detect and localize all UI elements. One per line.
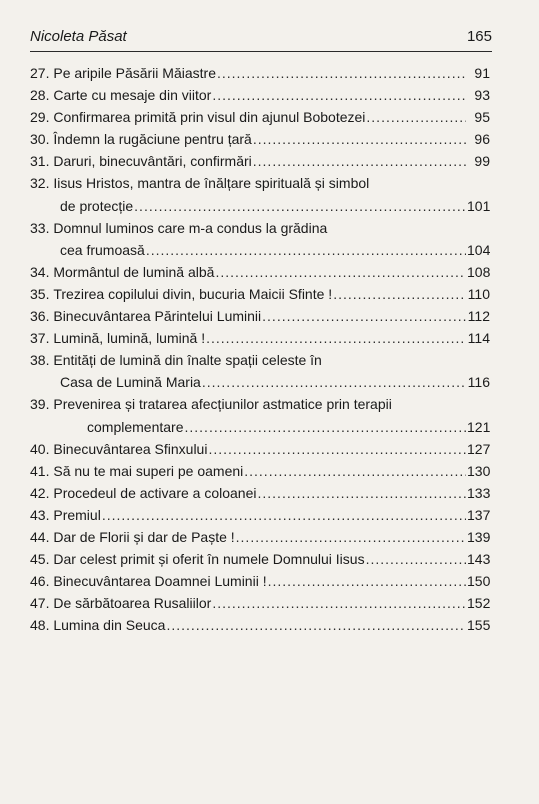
toc-entry-page: 104 bbox=[467, 241, 491, 258]
toc-entry bbox=[30, 504, 490, 526]
toc-entry-number: 47. bbox=[30, 595, 50, 612]
toc-entry-title-continued: complementare bbox=[87, 418, 184, 435]
toc-entry-title: Premiul bbox=[53, 506, 101, 523]
leader-dots bbox=[212, 84, 466, 106]
toc-entry-number: 44. bbox=[30, 528, 50, 545]
toc-entry-title: Mormântul de lumină albă bbox=[53, 263, 215, 280]
toc-entry-page: 93 bbox=[474, 87, 490, 104]
leader-dots bbox=[215, 261, 466, 283]
toc-entry bbox=[30, 460, 490, 482]
toc-entry-page: 143 bbox=[467, 551, 491, 568]
leader-dots bbox=[134, 195, 466, 217]
toc-entry-title: Pe aripile Păsării Măiastre bbox=[53, 65, 216, 81]
page-number: 165 bbox=[466, 28, 492, 45]
toc-entry-page: 121 bbox=[467, 418, 491, 435]
leader-dots bbox=[333, 283, 466, 305]
toc-entry-page: 130 bbox=[467, 462, 491, 479]
toc-entry bbox=[30, 526, 490, 548]
toc-entry bbox=[30, 570, 490, 592]
toc-entry-number: 29. bbox=[30, 109, 50, 126]
toc-entry-line bbox=[30, 305, 490, 327]
toc-entry-title: Trezirea copilului divin, bucuria Maicii Sfinte ! bbox=[53, 285, 333, 302]
toc-entry-page: 139 bbox=[467, 528, 491, 545]
toc-entry-line bbox=[30, 217, 490, 239]
toc-entry-page: 127 bbox=[467, 440, 491, 457]
toc-entry-title-continued: de protecție bbox=[60, 197, 134, 214]
toc-entry-title: Daruri, binecuvântări, confirmări bbox=[53, 153, 252, 170]
toc-entry-line bbox=[30, 393, 490, 415]
page-header bbox=[30, 22, 492, 52]
toc-entry-line bbox=[30, 460, 490, 482]
toc-entry-line bbox=[30, 416, 490, 438]
table-of-contents bbox=[30, 62, 490, 636]
toc-entry-page: 133 bbox=[467, 484, 491, 501]
toc-entry-title: Procedeul de activare a coloanei bbox=[53, 484, 257, 501]
leader-dots bbox=[185, 416, 467, 438]
toc-entry bbox=[30, 62, 490, 84]
toc-entry-number: 34. bbox=[30, 263, 50, 280]
toc-entry-number: 42. bbox=[30, 484, 50, 501]
toc-entry-page: 112 bbox=[467, 308, 490, 325]
toc-entry-number: 35. bbox=[30, 285, 50, 302]
toc-entry-title: Lumina din Seuca bbox=[53, 617, 166, 634]
leader-dots bbox=[102, 504, 466, 526]
toc-entry-line bbox=[30, 150, 490, 172]
leader-dots bbox=[366, 548, 466, 570]
toc-entry-number: 33. bbox=[30, 219, 50, 236]
leader-dots bbox=[253, 150, 466, 172]
toc-entry-line bbox=[30, 283, 490, 305]
leader-dots bbox=[146, 239, 466, 261]
toc-entry-line bbox=[30, 239, 490, 261]
leader-dots bbox=[212, 592, 466, 614]
toc-entry-title: Prevenirea și tratarea afecțiunilor astmatice prin terapii bbox=[53, 396, 392, 413]
toc-entry-line bbox=[30, 106, 490, 128]
toc-entry-number: 46. bbox=[30, 573, 50, 590]
leader-dots bbox=[166, 614, 466, 636]
leader-dots bbox=[253, 128, 466, 150]
toc-entry bbox=[30, 327, 490, 349]
leader-dots bbox=[202, 371, 466, 393]
toc-entry bbox=[30, 482, 490, 504]
toc-entry-number: 39. bbox=[30, 396, 50, 413]
toc-entry-title: Dar celest primit și oferit în numele Domnului Iisus bbox=[53, 551, 365, 568]
toc-entry-line bbox=[30, 172, 490, 194]
toc-entry-page: 101 bbox=[467, 197, 491, 214]
toc-entry-number: 40. bbox=[30, 440, 50, 457]
toc-entry-line bbox=[30, 349, 490, 371]
toc-entry-line bbox=[30, 504, 490, 526]
header-rule bbox=[30, 51, 492, 52]
toc-entry-title: Binecuvântarea Sfinxului bbox=[53, 440, 208, 457]
toc-entry-line bbox=[30, 482, 490, 504]
toc-entry-title: Entități de lumină din înalte spații celeste în bbox=[53, 352, 322, 369]
toc-entry-line bbox=[30, 327, 490, 349]
leader-dots bbox=[236, 526, 466, 548]
toc-entry-number: 43. bbox=[30, 506, 50, 523]
toc-entry-page: 155 bbox=[467, 617, 491, 634]
toc-entry-line bbox=[30, 195, 490, 217]
toc-entry-page: 150 bbox=[467, 573, 491, 590]
toc-entry-title-continued: cea frumoasă bbox=[60, 241, 145, 258]
toc-entry-page: 110 bbox=[467, 285, 490, 302]
toc-entry-page: 95 bbox=[474, 109, 490, 126]
toc-entry bbox=[30, 592, 490, 614]
toc-entry bbox=[30, 305, 490, 327]
toc-entry bbox=[30, 261, 490, 283]
toc-entry-page: 91 bbox=[474, 65, 490, 81]
toc-entry-number: 38. bbox=[30, 352, 50, 369]
toc-entry-title: Dar de Florii și dar de Paște ! bbox=[53, 528, 235, 545]
toc-entry-line bbox=[30, 261, 490, 283]
toc-entry-page: 96 bbox=[474, 131, 490, 148]
toc-entry bbox=[30, 128, 490, 150]
toc-entry-page: 116 bbox=[467, 374, 490, 391]
toc-entry-title: Binecuvântarea Doamnei Luminii ! bbox=[53, 573, 267, 590]
leader-dots bbox=[217, 62, 466, 84]
toc-entry bbox=[30, 283, 490, 305]
toc-entry bbox=[30, 393, 490, 437]
toc-entry-line bbox=[30, 62, 490, 84]
toc-entry-number: 27. bbox=[30, 65, 50, 81]
toc-entry-line bbox=[30, 548, 490, 570]
leader-dots bbox=[268, 570, 466, 592]
toc-entry-number: 32. bbox=[30, 175, 50, 192]
toc-entry-number: 28. bbox=[30, 87, 50, 104]
leader-dots bbox=[262, 305, 466, 327]
toc-entry bbox=[30, 217, 490, 261]
toc-entry-line bbox=[30, 371, 490, 393]
toc-entry-number: 36. bbox=[30, 308, 50, 325]
toc-entry-page: 108 bbox=[467, 263, 491, 280]
toc-entry bbox=[30, 614, 490, 636]
toc-entry bbox=[30, 150, 490, 172]
toc-entry-title: Carte cu mesaje din viitor bbox=[53, 87, 212, 104]
toc-entry-page: 152 bbox=[467, 595, 491, 612]
toc-entry-title: Iisus Hristos, mantra de înălțare spirituală și simbol bbox=[53, 175, 370, 192]
toc-entry-title: Lumină, lumină, lumină ! bbox=[53, 330, 206, 347]
toc-entry-line bbox=[30, 438, 490, 460]
toc-entry bbox=[30, 84, 490, 106]
toc-entry-title: Îndemn la rugăciune pentru țară bbox=[53, 131, 252, 148]
toc-entry-line bbox=[30, 592, 490, 614]
toc-entry-title: Confirmarea primită prin visul din ajunul Bobotezei bbox=[53, 109, 366, 126]
toc-entry-title: Să nu te mai superi pe oameni bbox=[53, 462, 244, 479]
toc-entry-number: 48. bbox=[30, 617, 50, 634]
leader-dots bbox=[206, 327, 466, 349]
toc-entry-number: 45. bbox=[30, 551, 50, 568]
leader-dots bbox=[244, 460, 466, 482]
toc-entry-page: 114 bbox=[467, 330, 490, 347]
toc-entry bbox=[30, 349, 490, 393]
leader-dots bbox=[208, 438, 466, 460]
leader-dots bbox=[366, 106, 466, 128]
toc-entry bbox=[30, 548, 490, 570]
toc-entry-number: 37. bbox=[30, 330, 50, 347]
toc-entry-line bbox=[30, 128, 490, 150]
toc-entry bbox=[30, 106, 490, 128]
toc-entry-title: Domnul luminos care m-a condus la grădina bbox=[53, 219, 328, 236]
toc-entry-line bbox=[30, 570, 490, 592]
toc-entry-number: 30. bbox=[30, 131, 50, 148]
toc-entry-line bbox=[30, 614, 490, 636]
toc-entry-page: 137 bbox=[467, 506, 491, 523]
toc-entry-line bbox=[30, 84, 490, 106]
toc-entry-title: Binecuvântarea Părintelui Luminii bbox=[53, 308, 262, 325]
toc-entry-title: De sărbătoarea Rusaliilor bbox=[53, 595, 212, 612]
toc-entry-page: 99 bbox=[474, 153, 490, 170]
toc-entry-line bbox=[30, 526, 490, 548]
toc-entry-number: 41. bbox=[30, 462, 50, 479]
toc-entry bbox=[30, 438, 490, 460]
running-head-author: Nicoleta Păsat bbox=[30, 28, 127, 45]
toc-entry-title-continued: Casa de Lumină Maria bbox=[60, 374, 201, 391]
toc-entry bbox=[30, 172, 490, 216]
leader-dots bbox=[258, 482, 467, 504]
toc-entry-number: 31. bbox=[30, 153, 50, 170]
